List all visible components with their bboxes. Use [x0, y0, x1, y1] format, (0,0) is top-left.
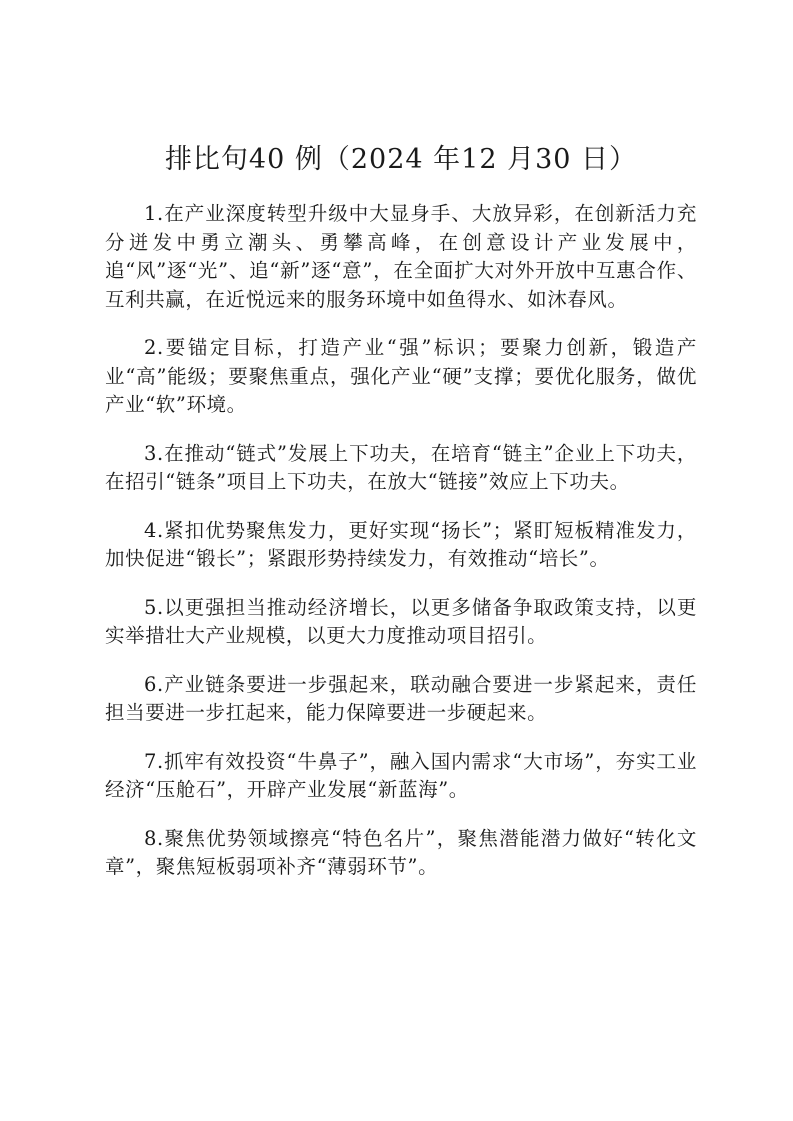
paragraph-5: 5.以更强担当推动经济增长，以更多储备争取政策支持，以更实举措壮大产业规模，以更大力度推动项目招引。	[105, 595, 697, 647]
paragraph-1: 1.在产业深度转型升级中大显身手、大放异彩，在创新活力充分迸发中勇立潮头、勇攀高峰，在创意设计产业发展中，追“风”逐“光”、追“新”逐“意”，在全面扩大对外开放中互惠合作、互利共赢，在近悦远来的服务环境中如鱼得水、如沐春风。	[105, 202, 697, 311]
document-title: 排比句40 例（2024 年12 月30 日）	[164, 144, 638, 175]
paragraph-2: 2.要锚定目标，打造产业“强”标识；要聚力创新，锻造产业“高”能级；要聚焦重点，强化产业“硬”支撑；要优化服务，做优产业“软”环境。	[105, 336, 697, 416]
paragraph-6: 6.产业链条要进一步强起来，联动融合要进一步紧起来，责任担当要进一步扛起来，能力保障要进一步硬起来。	[105, 672, 697, 724]
paragraph-8: 8.聚焦优势领域擦亮“特色名片”，聚焦潜能潜力做好“转化文章”，聚焦短板弱项补齐“薄弱环节”。	[105, 826, 697, 878]
paragraph-3: 3.在推动“链式”发展上下功夫，在培育“链主”企业上下功夫，在招引“链条”项目上下功夫，在放大“链接”效应上下功夫。	[105, 441, 697, 493]
document-page	[105, 140, 697, 902]
paragraph-4: 4.紧扣优势聚焦发力，更好实现“扬长”；紧盯短板精准发力，加快促进“锻长”；紧跟形势持续发力，有效推动“培长”。	[105, 518, 697, 570]
paragraph-7: 7.抓牢有效投资“牛鼻子”，融入国内需求“大市场”，夯实工业经济“压舱石”，开辟产业发展“新蓝海”。	[105, 749, 697, 801]
